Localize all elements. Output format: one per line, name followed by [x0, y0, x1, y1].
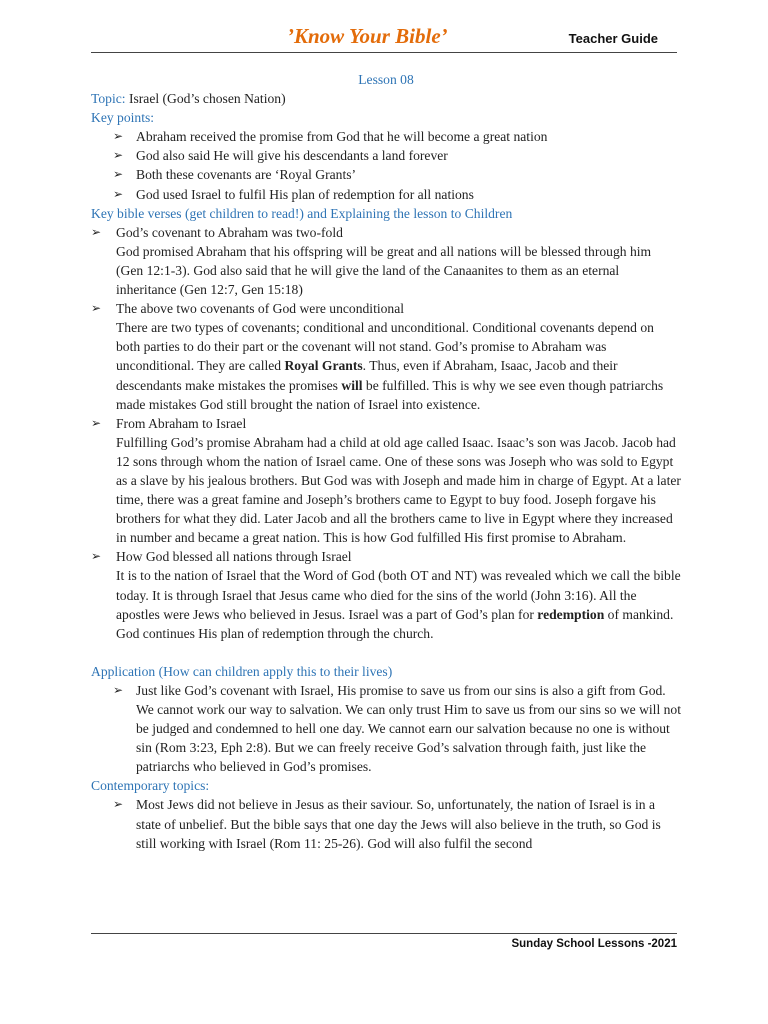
section-body: God promised Abraham that his offspring will be great and all nations will be blessed through him (Gen 12:1-3). God also said that he will give the land of the Canaanites to them as an eternal inheritance (Gen 12:7, Gen 15:18) [116, 243, 652, 298]
list-item [91, 146, 681, 165]
section-title: How God blessed all nations through Israel [116, 549, 352, 565]
section-body: There are two types of covenants; conditional and unconditional. Conditional covenants depend on both parties to do their part or the covenant will not stand. God’s promise to Abraham was unconditional. They are called Royal Grants. Thus, even if Abraham, Isaac, Jacob and their descendants make mistakes the promises will be fulfilled. This is why we see even though patriarchs made mistakes God still brought the nation of Israel into existence. [116, 320, 664, 412]
application-heading: Application (How can children apply this to their lives) [91, 663, 393, 679]
arrowhead-bullet-icon: ➢ [113, 148, 124, 163]
contemporary-text: Most Jews did not believe in Jesus as their saviour. So, unfortunately, the nation of Israel is in a state of unbelief. But the bible says that one day the Jews will also believe in the truth, so God is still working with Israel (Rom 11: 25-26). God will also fulfil the second [136, 797, 661, 851]
explanation-list [91, 223, 681, 643]
royal-grants-emphasis: Royal Grants [284, 358, 363, 374]
key-points-list [91, 127, 681, 203]
arrowhead-bullet-icon: ➢ [91, 549, 102, 564]
list-item [91, 681, 681, 776]
arrowhead-bullet-icon: ➢ [113, 797, 124, 812]
list-item [91, 185, 681, 204]
arrowhead-bullet-icon: ➢ [113, 167, 124, 182]
page-header [91, 24, 677, 53]
key-point-text: Both these covenants are ‘Royal Grants’ [136, 167, 357, 183]
section-gap [91, 643, 681, 662]
section-title: The above two covenants of God were unconditional [116, 301, 405, 317]
contemporary-list [91, 795, 681, 852]
document-title: ’Know Your Bible’ [287, 24, 448, 48]
topic-line [91, 89, 681, 108]
list-item [91, 223, 681, 299]
lesson-content [91, 70, 681, 853]
section-title: From Abraham to Israel [116, 415, 247, 431]
arrowhead-bullet-icon: ➢ [91, 415, 102, 430]
section-title: God’s covenant to Abraham was two-fold [116, 224, 343, 240]
contemporary-heading: Contemporary topics: [91, 778, 210, 794]
key-point-text: God used Israel to fulfil His plan of redemption for all nations [136, 186, 474, 202]
key-points-heading: Key points: [91, 110, 155, 126]
arrowhead-bullet-icon: ➢ [91, 224, 102, 239]
arrowhead-bullet-icon: ➢ [113, 682, 124, 697]
list-item [91, 547, 681, 642]
list-item [91, 165, 681, 184]
topic-label: Topic: [91, 91, 126, 107]
topic-text: Israel (God’s chosen Nation) [125, 91, 286, 107]
section-body: Fulfilling God’s promise Abraham had a child at old age called Isaac. Isaac’s son was Jacob. Jacob had 12 sons through whom the nation of Israel came. One of these sons was Joseph who was sold to Egypt as a slave by his jealous brothers. But God was with Joseph and made him in charge of Egypt. At a later time, there was a great famine and Joseph’s brothers came to Egypt to buy food. Joseph forgave his brothers for what they did. Later Jacob and all the brothers came to live in Egypt where they increased in number and became a great nation. This is how God fulfilled His first promise to Abraham. [116, 434, 681, 546]
teacher-guide-label: Teacher Guide [568, 31, 658, 46]
section-body: It is to the nation of Israel that the Word of God (both OT and NT) was revealed which we call the bible today. It is through Israel that Jesus came who died for the sins of the world (John 3:16). All the apostles were Jews who believed in Jesus. Israel was a part of God’s plan for redemption of mankind. God continues His plan of redemption through the church. [116, 568, 681, 641]
list-item [91, 414, 681, 548]
list-item [91, 795, 681, 852]
redemption-emphasis: redemption [537, 606, 605, 622]
lesson-number: Lesson 08 [358, 72, 414, 87]
list-item [91, 127, 681, 146]
arrowhead-bullet-icon: ➢ [113, 186, 124, 201]
key-point-text: God also said He will give his descendants a land forever [136, 148, 448, 164]
arrowhead-bullet-icon: ➢ [113, 129, 124, 144]
key-point-text: Abraham received the promise from God that he will become a great nation [136, 129, 548, 145]
verses-heading: Key bible verses (get children to read!) and Explaining the lesson to Children [91, 205, 513, 221]
application-text: Just like God’s covenant with Israel, His promise to save us from our sins is also a gift from God. We cannot work our way to salvation. We can only trust Him to save us from our sins so we will not be judged and condemned to hell one day. We cannot earn our salvation because no one is without sin (Rom 3:23, Eph 2:8). But we can freely receive God’s salvation through faith, just like the patriarchs who believed in God’s promises. [136, 682, 681, 775]
will-emphasis: will [341, 377, 363, 393]
footer-text: Sunday School Lessons -2021 [511, 938, 677, 950]
arrowhead-bullet-icon: ➢ [91, 301, 102, 316]
application-list [91, 681, 681, 776]
page-footer [91, 933, 677, 950]
list-item [91, 299, 681, 414]
